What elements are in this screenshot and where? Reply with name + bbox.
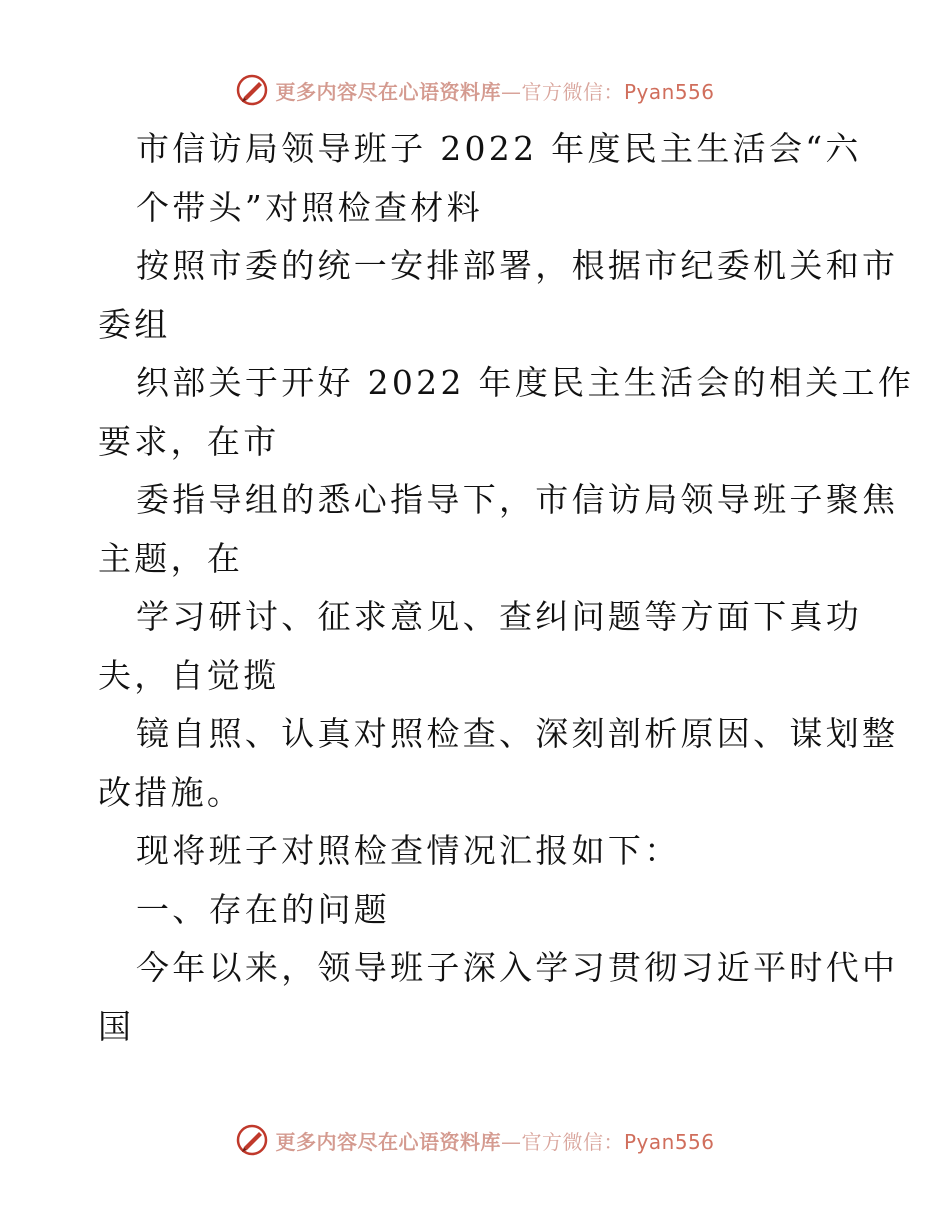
paragraph-line: 镜自照、认真对照检查、深刻剖析原因、谋划整 [136,714,899,753]
watermark-wechat-label: 官方微信： [521,1129,624,1154]
paragraph-line: 按照市委的统一安排部署，根据市纪委机关和市 [136,246,899,285]
paragraph-line: 要求，在市 [98,421,280,461]
footer-watermark [0,1120,950,1160]
watermark-separator: — [500,79,522,104]
watermark-wechat-id: Pyan556 [623,1129,715,1154]
paragraph-line: 织部关于开好 2022 年度民主生活会的相关工作 [136,363,915,402]
document-title-line-1: 市信访局领导班子 2022 年度民主生活会“六 [136,129,862,168]
paragraph-line: 今年以来，领导班子深入学习贯彻习近平时代中 [136,948,899,987]
section-heading: 一、存在的问题 [136,889,391,929]
paragraph-line: 学习研讨、征求意见、查纠问题等方面下真功 [136,597,862,636]
watermark-text [275,1126,714,1155]
paragraph-line: 改措施。 [98,772,244,812]
document-title-line-2: 个带头”对照检查材料 [136,187,483,227]
watermark-brand: 更多内容尽在心语资料库 [275,1129,501,1154]
document-body [98,120,915,1056]
paragraph-line: 夫，自觉揽 [98,655,280,695]
watermark-brand: 更多内容尽在心语资料库 [275,79,501,104]
pen-circle-logo-icon [235,73,269,107]
watermark-wechat-label: 官方微信： [521,79,624,104]
watermark-separator: — [500,1129,522,1154]
paragraph-line: 委组 [98,304,171,344]
watermark-wechat-id: Pyan556 [623,79,715,104]
paragraph-line: 主题，在 [98,538,244,578]
paragraph-line: 国 [98,1006,135,1046]
pen-circle-logo-icon [235,1123,269,1157]
paragraph-line: 委指导组的悉心指导下，市信访局领导班子聚焦 [136,480,899,519]
watermark-text [275,76,714,105]
header-watermark [0,70,950,110]
paragraph-line: 现将班子对照检查情况汇报如下： [136,831,681,870]
